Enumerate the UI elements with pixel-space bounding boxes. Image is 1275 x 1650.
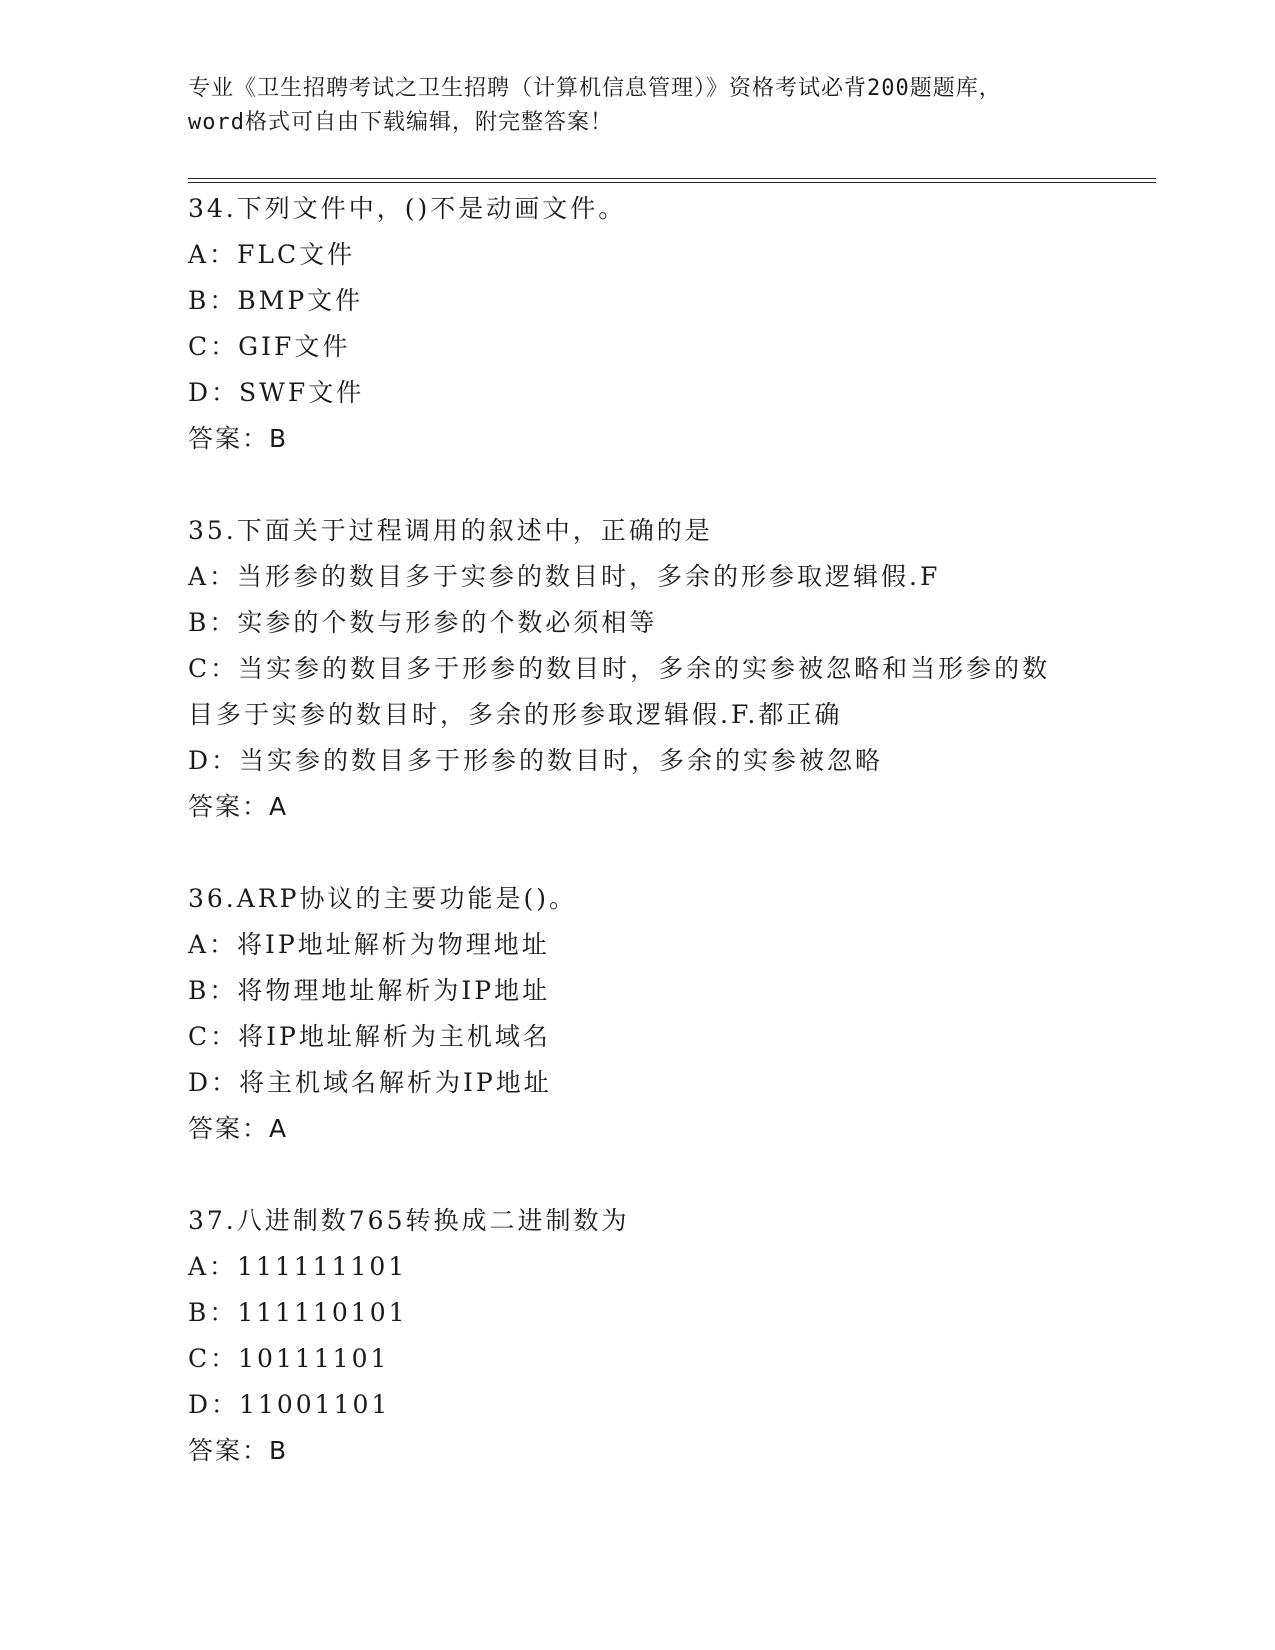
- question-list: [188, 186, 1088, 1474]
- document-header: [188, 72, 1088, 140]
- header-line-1: 专业《卫生招聘考试之卫生招聘（计算机信息管理）》资格考试必背200题题库，: [188, 76, 1002, 101]
- question-spacer: [188, 830, 1088, 876]
- option-a: A：111111101: [188, 1252, 408, 1281]
- option-c: C：GIF文件: [188, 332, 351, 361]
- header-divider: [188, 178, 1156, 183]
- question-36: [188, 876, 1088, 1152]
- option-a: A：当形参的数目多于实参的数目时，多余的形参取逻辑假.F: [188, 562, 941, 591]
- question-spacer: [188, 1152, 1088, 1198]
- question-34: [188, 186, 1088, 462]
- option-c-continued: 目多于实参的数目时，多余的形参取逻辑假.F.都正确: [188, 700, 843, 729]
- option-d: D：11001101: [188, 1390, 391, 1419]
- option-b: B：111110101: [188, 1298, 408, 1327]
- option-d: D：SWF文件: [188, 378, 365, 407]
- option-c: C：10111101: [188, 1344, 390, 1373]
- header-line-2: word格式可自由下载编辑，附完整答案！: [188, 110, 613, 135]
- option-b: B：实参的个数与形参的个数必须相等: [188, 608, 658, 637]
- option-a: A：FLC文件: [188, 240, 356, 269]
- question-stem: 34.下列文件中，()不是动画文件。: [188, 194, 627, 223]
- answer-line: 答案：A: [188, 792, 289, 821]
- answer-line: 答案：B: [188, 1436, 289, 1465]
- question-spacer: [188, 462, 1088, 508]
- option-a: A：将IP地址解析为物理地址: [188, 930, 550, 959]
- question-35: [188, 508, 1088, 830]
- answer-line: 答案：B: [188, 424, 289, 453]
- option-b: B：BMP文件: [188, 286, 364, 315]
- option-d: D：当实参的数目多于形参的数目时，多余的实参被忽略: [188, 746, 884, 775]
- answer-line: 答案：A: [188, 1114, 289, 1143]
- question-stem: 37.八进制数765转换成二进制数为: [188, 1206, 630, 1235]
- question-stem: 36.ARP协议的主要功能是()。: [188, 884, 577, 913]
- option-c: C：将IP地址解析为主机域名: [188, 1022, 551, 1051]
- option-c: C：当实参的数目多于形参的数目时，多余的实参被忽略和当形参的数: [188, 654, 1051, 683]
- option-b: B：将物理地址解析为IP地址: [188, 976, 551, 1005]
- question-stem: 35.下面关于过程调用的叙述中，正确的是: [188, 516, 713, 545]
- option-d: D：将主机域名解析为IP地址: [188, 1068, 552, 1097]
- question-37: [188, 1198, 1088, 1474]
